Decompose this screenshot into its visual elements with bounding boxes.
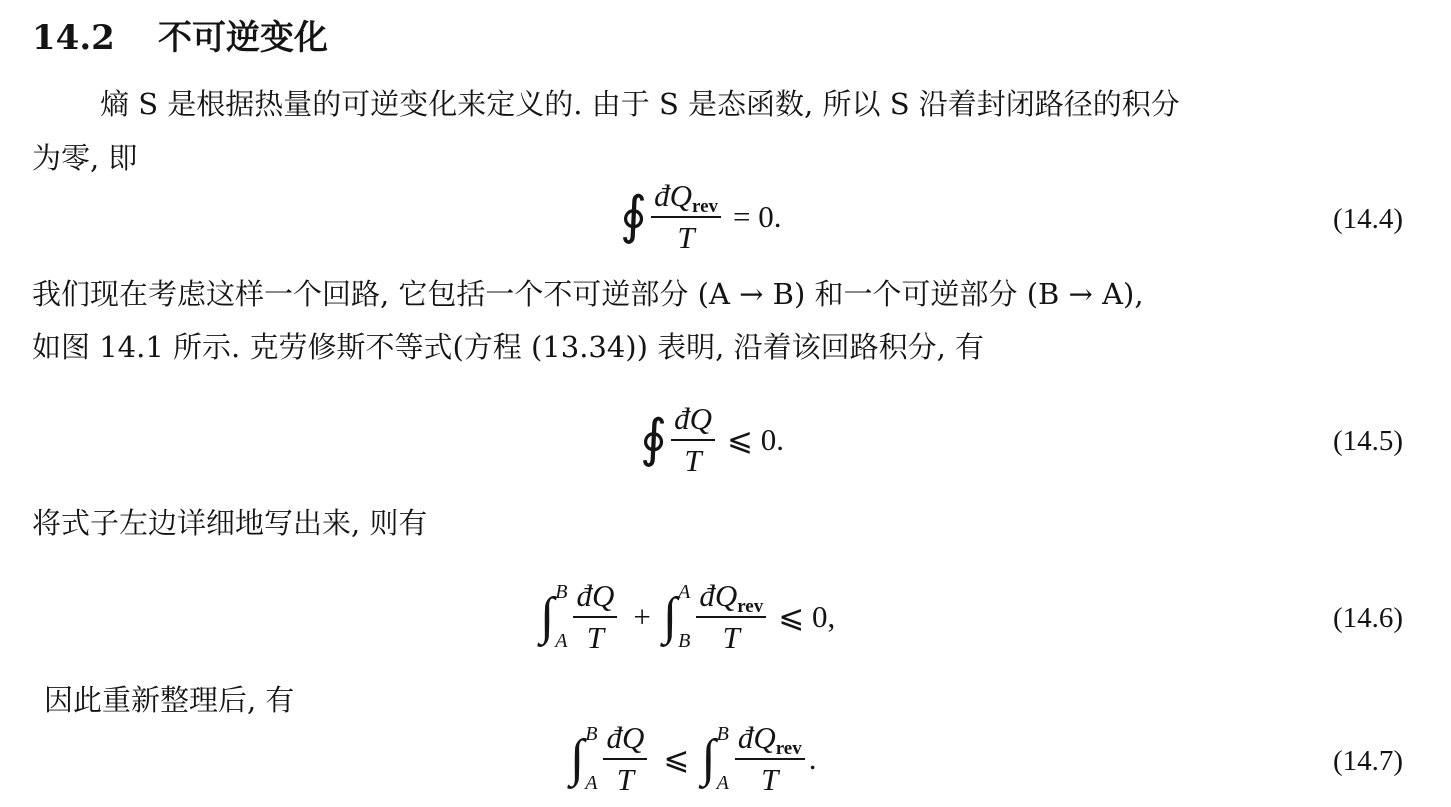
section-title: 不可逆变化	[158, 18, 328, 58]
equation-14-7	[570, 714, 816, 804]
paragraph-line: 为零, 即	[32, 141, 138, 175]
numerator: đQrev	[735, 720, 805, 760]
denominator: T	[761, 762, 779, 797]
paragraph-line: 如图 14.1 所示. 克劳修斯不等式(方程 (13.34)) 表明, 沿着该回路积分, 有	[32, 330, 985, 364]
contour-integral-sign: ∮	[620, 188, 648, 245]
fraction	[696, 578, 766, 656]
lower-limit: A	[585, 772, 598, 794]
numerator: đQ	[671, 401, 715, 441]
lower-limit: A	[555, 630, 568, 652]
fraction	[651, 178, 721, 256]
integral-limits	[717, 723, 729, 795]
integral-limits	[678, 581, 690, 653]
section-number: 14.2	[32, 18, 115, 58]
denominator: T	[684, 443, 702, 478]
equation-end: .	[808, 741, 817, 776]
denominator: T	[677, 220, 695, 255]
equation-14-5	[640, 395, 784, 485]
integral-limits	[555, 581, 567, 653]
upper-limit: B	[716, 723, 729, 745]
plus-sign: +	[633, 599, 651, 634]
upper-limit: A	[678, 581, 691, 603]
equation-14-4	[620, 172, 782, 262]
integral-sign: ∫	[570, 730, 585, 787]
leq-sign: ⩽	[663, 741, 690, 776]
numerator: đQrev	[696, 578, 766, 618]
paragraph-line: 因此重新整理后, 有	[44, 683, 295, 717]
fraction	[603, 720, 647, 798]
integral-sign: ∫	[701, 730, 716, 787]
integral-sign: ∫	[662, 588, 678, 645]
equation-rhs: ⩽ 0.	[726, 422, 784, 457]
denominator: T	[586, 620, 605, 655]
integral-limits	[585, 723, 597, 795]
paragraph-line: 我们现在考虑这样一个回路, 它包括一个不可逆部分 (A → B) 和一个可逆部分 (B → A),	[32, 277, 1144, 311]
upper-limit: B	[555, 581, 568, 603]
equation-number: (14.4)	[1333, 203, 1404, 235]
equation-rhs: ⩽ 0,	[778, 599, 836, 634]
section-heading	[32, 10, 328, 59]
contour-integral-sign: ∮	[640, 411, 668, 468]
equation-number: (14.5)	[1333, 425, 1404, 457]
paragraph-line: 熵 S 是根据热量的可逆变化来定义的. 由于 S 是态函数, 所以 S 沿着封闭路径的积分	[100, 87, 1180, 121]
equation-number: (14.7)	[1333, 745, 1404, 777]
equation-number: (14.6)	[1333, 602, 1404, 634]
numerator: đQ	[573, 578, 617, 618]
upper-limit: B	[585, 723, 598, 745]
equation-14-6	[540, 572, 835, 662]
fraction	[735, 720, 805, 798]
lower-limit: B	[678, 630, 691, 652]
denominator: T	[722, 620, 740, 655]
lower-limit: A	[716, 772, 729, 794]
integral-sign: ∫	[540, 588, 555, 645]
fraction	[671, 401, 715, 479]
fraction	[573, 578, 617, 656]
numerator: đQrev	[651, 178, 721, 218]
paragraph-line: 将式子左边详细地写出来, 则有	[32, 506, 428, 540]
numerator: đQ	[603, 720, 647, 760]
denominator: T	[616, 762, 635, 797]
equation-rhs: = 0.	[733, 199, 782, 234]
